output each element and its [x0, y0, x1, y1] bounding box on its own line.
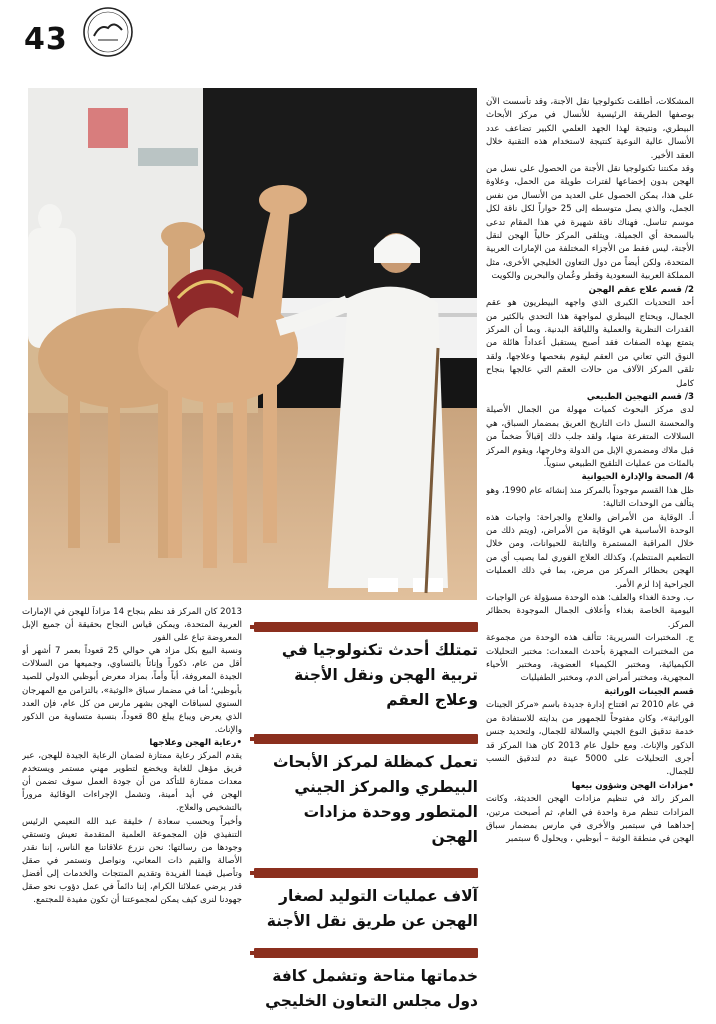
headline-bar	[254, 734, 478, 744]
headline-bar	[254, 622, 478, 632]
paragraph: في عام 2010 تم افتتاح إدارة جديدة باسم «مركز الجينات الوراثية»، وكان مفتوحاً للجمهور من بدايته للاستفادة من خدمة تدقيق النوع الجيني والسلالة للجمال، ولتحديد جنس الذكور والإناث. ومع حلول عام 2013 كان هذا المركز قد أجرى التحليلات على 5000 عينة دم لتدقيق النسب للجمال.	[486, 700, 694, 778]
headline: آلاف عمليات التوليد لصغار الهجن عن طريق نقل الأجنة	[266, 887, 478, 930]
paragraph: ونسبة البيع بكل مزاد هي حوالي 25 قعوداً بعمر 7 أشهر أو أقل من عام، ذكوراً وإناثاً بالتساوي، وجميعها من السلالات الجيدة المعروفة، أباً وأماً، بمزاد معرض أبوظبي الدولي للصيد بأبوظبي؛ أما في مضمار سباق «الوثبة»، بالتزامن مع المهرجان السنوي لسباقات الهجن بشهر مارس من كل عام، فإن العدد الذي يعرض ويباع يبلغ 80 قعوداً، بنسبة متساوية من الذكور والإناث.	[22, 646, 242, 735]
paragraph: أحد التحديات الكبرى الذي واجهه البيطريون هو عقم الجمال، ويحتاج البيطري لمواجهة هذا التحدي بالكثير من القدرات النظرية والعملية واللياقة البدنية. وبما أن المركز يتمتع بهذه الصفات فقد أصبح يستقبل أعداداً هائلة من النوق التي تعاني من العقم ليقوم بفحصها وعلاجها، ولقد تلقى المركز الآلاف من حالات العقم التي عالجها بنجاح كامل	[486, 298, 694, 389]
paragraph: ظل هذا القسم موجوداً بالمركز منذ إنشائه عام 1990، وهو يتألف من الوحدات التالية:	[486, 485, 694, 510]
headline-bar	[254, 948, 478, 958]
headlines-column	[252, 606, 478, 1018]
section-heading: •مزادات الهجن وشؤون بيعها	[571, 780, 694, 791]
headline: تمتلك أحدث تكنولوجيا في تربية الهجن ونقل الأجنة وعلاج العقم	[281, 641, 478, 709]
paragraph: ب. وحدة الغذاء والعلف: هذه الوحدة مسؤولة عن الواجبات اليومية الخاصة بغذاء وأعلاف الجمال الموجودة بحظائر المركز.	[486, 593, 694, 630]
paragraph: وأخيراً وبحسب سعادة / خليفة عبد الله النعيمي الرئيس التنفيذي فإن المجموعة العلمية المتقدمة تعيش وتستقي وجودها من رسالتها: نحن نزرع علاقاتنا مع الناس، إننا نقدر الأصالة والقيم ذات المعاني، ونواصل ونستمر في صقل وتأصيل قيمنا الفريدة وتقديم المنتجات والخدمات إلى أفضل قدر يرضي عملائنا الكرام، إننا دائماً في عمل دؤوب نحو صقل جهودنا لنرى كيف يمكن لمجموعتنا أن تكون مفيدة للمجتمع.	[22, 816, 242, 906]
headline-block	[254, 734, 478, 850]
paragraph: المشكلات، أطلقت تكنولوجيا نقل الأجنة، وقد تأسست الآن بوصفها الطريقة الرئيسية للأنسال في مركز الأبحاث البيطري، ونتيجة لهذا الجهد العلمي الكبير تضاعف عدد الأنسال عالية النوعية كنتيجة لاستخدام هذه التقنية خلال العقد الأخير.	[486, 97, 694, 161]
headline: خدماتها متاحة وتشمل كافة دول مجلس التعاون الخليجي	[265, 967, 478, 1010]
headline: تعمل كمظلة لمركز الأبحاث البيطري والمركز الجيني المتطور ووحدة مزادات الهجن	[273, 753, 478, 846]
page-number: 43	[24, 22, 68, 57]
headline-block	[254, 868, 478, 934]
headline-block	[254, 948, 478, 1014]
headline-block	[254, 622, 478, 713]
section-heading: 4/ الصحة والإدارة الحيوانية	[581, 472, 694, 483]
section-heading: قسم الجينات الوراثية	[604, 686, 694, 697]
paragraph: أ. الوقاية من الأمراض والعلاج والجراحة: واجبات هذه الوحدة الأساسية هي الوقاية من الأمراض، (ويتم ذلك من خلال المراقبة المستمرة والثابتة للحيوانات، ومن خلال التطعيم المنتظم)، وكذلك العلاج الفوري لما يصيب أي من الهجن بحظائر المركز من مرض، بما في ذلك العمليات الجراحية إذا لزم الأمر.	[486, 512, 694, 590]
section-heading: •رعاية الهجن وعلاجها	[149, 737, 242, 748]
right-article-column	[486, 96, 694, 1022]
headline-bar	[254, 868, 478, 878]
paragraph: لدى مركز البحوث كميات مهولة من الجمال الأصيلة والمحسنة النسل ذات التاريخ العريق بمضمار السباق، هي السلالات المتفرعة منها، ولقد جلب ذلك إقبالاً ضخماً من قبل ملاك ومضمري الإبل من الدولة وخارجها، ويقوم المركز بالمئات من عمليات التلقيح الطبيعي سنوياً.	[486, 405, 694, 469]
section-heading: 2/ قسم علاج عقم الهجن	[588, 284, 694, 295]
paragraph: وقد مكنتنا تكنولوجيا نقل الأجنة من الحصول على نسل من الهجن بدون إخضاعها لفترات طويلة من الحمل، وعلاوة على هذا، يمكن الحصول على العديد من الأنسال من نفس الجمل، والذي يصل متوسطه إلى 25 حواراً لكل ناقة لكل موسم تناسل. فهناك ناقة شهيرة في هذا المقام تدعى بالسمحة أي الجميلة. ويتلقى المركز حالياً الهجن لنقل الأجنة، ليس فقط من الأجزاء المختلفة من الإمارات العربية المتحدة، ولكن أيضاً من دول التعاون الخليجي الأخرى، مثل المملكة العربية السعودية وقطر وعُمان والبحرين والكويت	[486, 164, 694, 282]
section-heading: 3/ قسم التهجين الطبيعي	[586, 391, 694, 402]
paragraph: 2013 كان المركز قد نظم بنجاح 14 مزاداً للهجن في الإمارات العربية المتحدة، ويمكن قياس النجاح بحقيقة أن جميع الإبل المعروضة تباع على الفور	[22, 607, 242, 644]
article-photo-camel-handler	[28, 88, 477, 600]
paragraph: يقدم المركز رعاية ممتازة لضمان الرعاية الجيدة للهجن، عبر فريق مؤهل للغاية ويخضع لتطوير مهني مستمر ويستخدم معدات ممتازة للتأكد من أن جودة العمل سوف تضمن أن الهجن في أيد أمينة، وتشمل الإجراءات الوقائية مروراً بالتشخيص والعلاج.	[22, 751, 242, 814]
left-article-column	[22, 606, 242, 1018]
paragraph: المركز رائد في تنظيم مزادات الهجن الحديثة، وكانت المزادات تنظم مرة واحدة في العام، ثم أصبحت مرتين، إحداهما في سبتمبر والأخرى في مارس بمضمار سباق الهجن في منطقة الوثبة – أبوظبي ، ويحلول 6 سبتمبر	[486, 794, 694, 845]
paragraph: ج. المختبرات السريرية: تتألف هذه الوحدة من مجموعة من المختبرات المجهزة بأحدث المعدات: مختبر التحليلات الكيميائية، ومختبر الكيمياء العضوية، ومختبر الأحياء المجهرية، ومختبر أمراض الدم، ومختبر الطفيليات	[486, 633, 694, 684]
magazine-seal-icon	[82, 6, 134, 58]
